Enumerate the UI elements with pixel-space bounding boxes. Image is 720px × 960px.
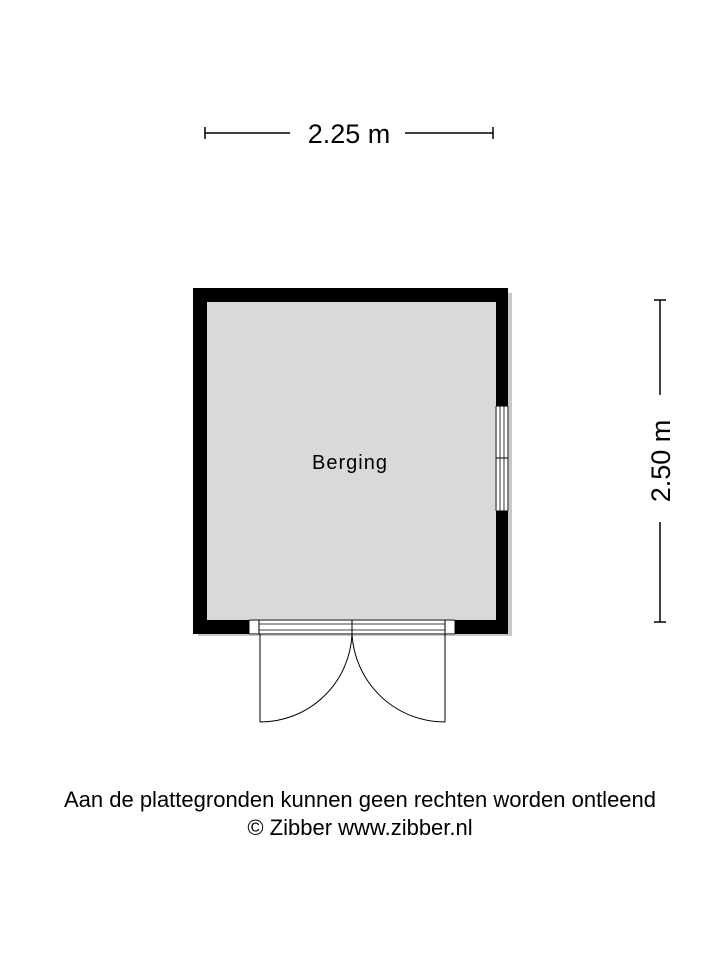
depth-dimension — [646, 300, 676, 622]
double-door — [260, 634, 445, 722]
width-dimension-label: 2.25 m — [307, 119, 391, 149]
room-label: Berging — [312, 452, 388, 474]
door-swing-right — [352, 634, 445, 722]
door-opening — [249, 619, 455, 635]
width-dimension — [205, 119, 493, 149]
depth-dimension-label: 2.50 m — [646, 419, 676, 503]
door-swing-left — [260, 634, 352, 722]
window — [495, 406, 509, 511]
disclaimer-text: Aan de plattegronden kunnen geen rechten worden ontleend — [63, 787, 657, 812]
copyright-text: © Zibber www.zibber.nl — [247, 815, 473, 840]
